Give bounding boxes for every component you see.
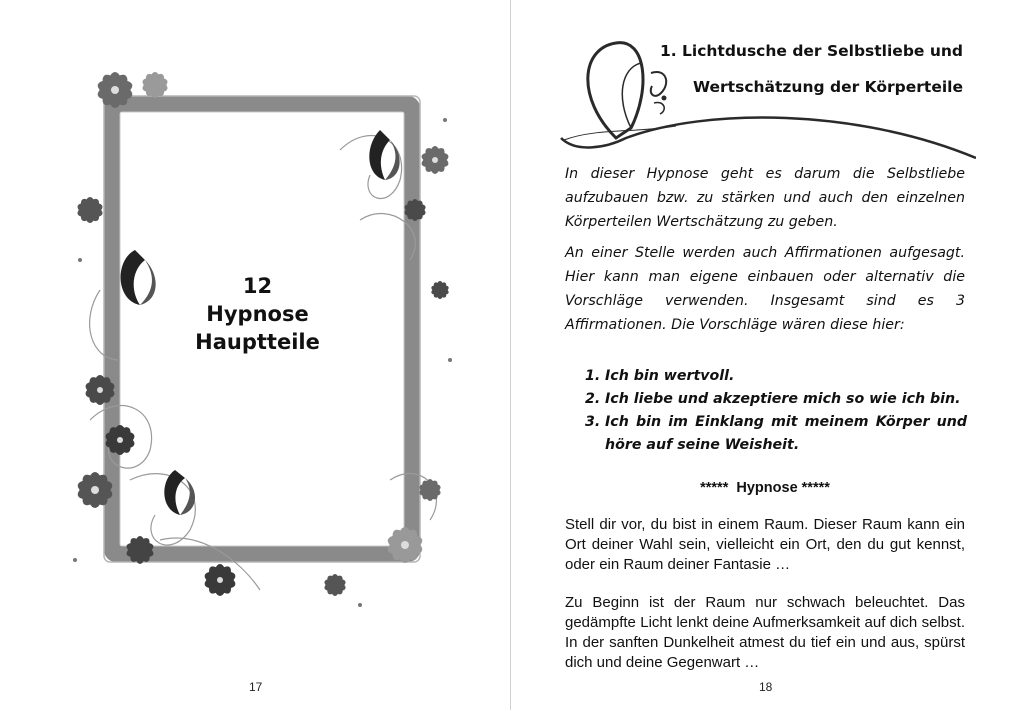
affirmations-paragraph: An einer Stelle werden auch Affirmationen aufgesagt. Hier kann man eigene einbauen oder alternativ die Vorschläge verwenden. Insgesamt sind es 3 Affirmationen. Die Vorschläge wären diese hier: — [565, 245, 965, 333]
right-page — [511, 0, 1020, 710]
heading-line-2: Wertschätzung der Körperteile — [692, 78, 963, 96]
list-item-number: 2. — [585, 391, 601, 407]
list-item — [585, 388, 967, 411]
page-number-left: 17 — [249, 680, 263, 694]
list-item-text: Ich liebe und akzeptiere mich so wie ich bin. — [605, 391, 961, 407]
chapter-title — [150, 272, 365, 356]
list-item-text: Ich bin wertvoll. — [605, 368, 735, 384]
hypnose-section-title: ***** Hypnose ***** — [700, 480, 830, 496]
list-item — [585, 411, 967, 457]
affirmations-list — [585, 365, 967, 457]
list-item — [585, 365, 967, 388]
list-item-text: Ich bin im Einklang mit meinem Körper und höre auf seine Weisheit. — [605, 414, 967, 453]
hypnose-paragraph: Zu Beginn ist der Raum nur schwach beleuchtet. Das gedämpfte Licht lenkt deine Aufmerksamkeit auf dich selbst. In der sanften Dunkelheit atmest du tief ein und aus, spürst dich und deine Gegenwart … — [565, 594, 965, 671]
heading-line-1: 1. Lichtdusche der Selbstliebe und — [659, 42, 963, 60]
page-number-right: 18 — [759, 680, 773, 694]
list-item-number: 1. — [585, 368, 601, 384]
list-item-number: 3. — [585, 414, 601, 430]
chapter-title-line-2: Hauptteile — [195, 330, 320, 354]
chapter-number: 12 — [242, 274, 273, 298]
chapter-title-line-1: Hypnose — [206, 302, 309, 326]
intro-paragraph: In dieser Hypnose geht es darum die Selbstliebe aufzubauen bzw. zu stärken und auch den einzelnen Körperteilen Wertschätzung zu geben. — [565, 166, 965, 230]
hypnose-paragraph: Stell dir vor, du bist in einem Raum. Dieser Raum kann ein Ort deiner Wahl sein, vielleicht ein Ort, den du gut kennst, oder ein Raum deiner Fantasie … — [565, 516, 965, 573]
